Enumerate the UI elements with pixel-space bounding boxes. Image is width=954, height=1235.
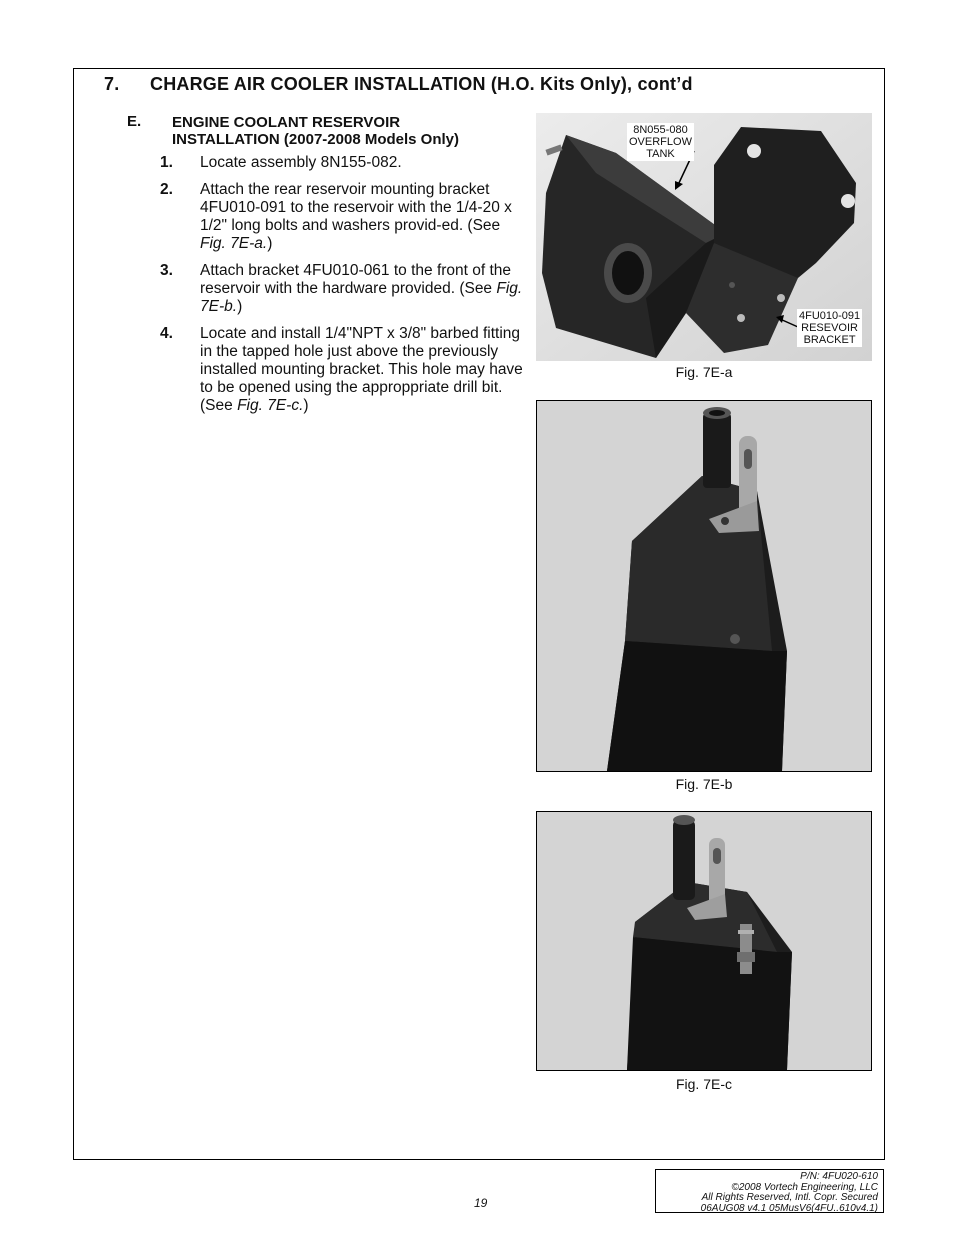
figure-7e-b-photo bbox=[536, 400, 872, 772]
step-text: Attach bracket 4FU010-061 to the front of the reservoir with the hardware provided. (See bbox=[200, 262, 512, 297]
step-text-end: ) bbox=[267, 235, 273, 252]
footer-rights: All Rights Reserved, Intl. Copr. Secured bbox=[701, 1192, 878, 1203]
callout-bracket-label-2: BRACKET bbox=[803, 334, 856, 346]
figure-caption: Fig. 7E-b bbox=[675, 776, 733, 792]
figure-reference: Fig. 7E-a. bbox=[200, 235, 268, 252]
step-text: Locate and install 1/4"NPT x 3/8" barbed fitting in the tapped hole just above the previously installed mounting bracket. This hole may have to be opened using the approppriate drill bit. (See bbox=[200, 325, 523, 414]
section-number: 7. bbox=[104, 74, 120, 94]
step-item bbox=[160, 154, 530, 172]
callout-bracket-part-number: 4FU010-091 bbox=[799, 310, 861, 322]
callout-tank-part-number: 8N055-080 bbox=[633, 124, 688, 136]
callout-tank-label-2: TANK bbox=[646, 148, 675, 160]
step-number: 1. bbox=[160, 154, 173, 171]
footer-copyright: ©2008 Vortech Engineering, LLC bbox=[731, 1181, 878, 1193]
step-text: Locate assembly 8N155-082. bbox=[200, 154, 402, 171]
step-item bbox=[160, 262, 530, 316]
callout-reservoir-bracket bbox=[797, 309, 862, 347]
footer-version: 06AUG08 v4.1 05MusV6(4FU..610v4.1) bbox=[700, 1202, 878, 1214]
step-number: 2. bbox=[160, 181, 173, 198]
step-text-end: ) bbox=[237, 298, 243, 315]
figure-caption: Fig. 7E-c bbox=[675, 1076, 732, 1092]
step-text-end: ) bbox=[303, 397, 309, 414]
step-text: Attach the rear reservoir mounting bracket 4FU010-091 to the reservoir with the 1/4-20 x 1/2" long bolts and washers provid-ed. (See bbox=[200, 181, 512, 234]
reservoir-barbed-fitting-photo bbox=[537, 812, 871, 1070]
step-item bbox=[160, 181, 530, 253]
callout-overflow-tank bbox=[627, 123, 694, 161]
figure-reference: Fig. 7E-c. bbox=[237, 397, 304, 414]
figure-reference: Fig. 7E-b. bbox=[200, 280, 523, 315]
step-number: 4. bbox=[160, 325, 173, 342]
subsection-title-line2: INSTALLATION (2007-2008 Models Only) bbox=[172, 131, 459, 148]
subsection-title bbox=[172, 114, 532, 148]
footer-part-number: P/N: 4FU020-610 bbox=[800, 1171, 878, 1182]
callout-tank-label: OVERFLOW bbox=[629, 136, 692, 148]
step-list bbox=[160, 154, 530, 424]
subsection-title-line1: ENGINE COOLANT RESERVOIR bbox=[172, 114, 401, 131]
callout-bracket-label: RESEVOIR bbox=[801, 322, 858, 334]
figure-caption: Fig. 7E-a bbox=[675, 364, 733, 380]
subsection-letter: E. bbox=[127, 113, 142, 130]
figure-7e-c-photo bbox=[536, 811, 872, 1071]
reservoir-front-bracket-photo bbox=[537, 401, 871, 771]
page-number: 19 bbox=[474, 1196, 488, 1210]
section-title: CHARGE AIR COOLER INSTALLATION (H.O. Kits Only), cont’d bbox=[150, 74, 693, 94]
step-item bbox=[160, 325, 530, 415]
step-number: 3. bbox=[160, 262, 173, 279]
footer-info-box bbox=[655, 1169, 884, 1213]
section-heading bbox=[104, 74, 693, 95]
